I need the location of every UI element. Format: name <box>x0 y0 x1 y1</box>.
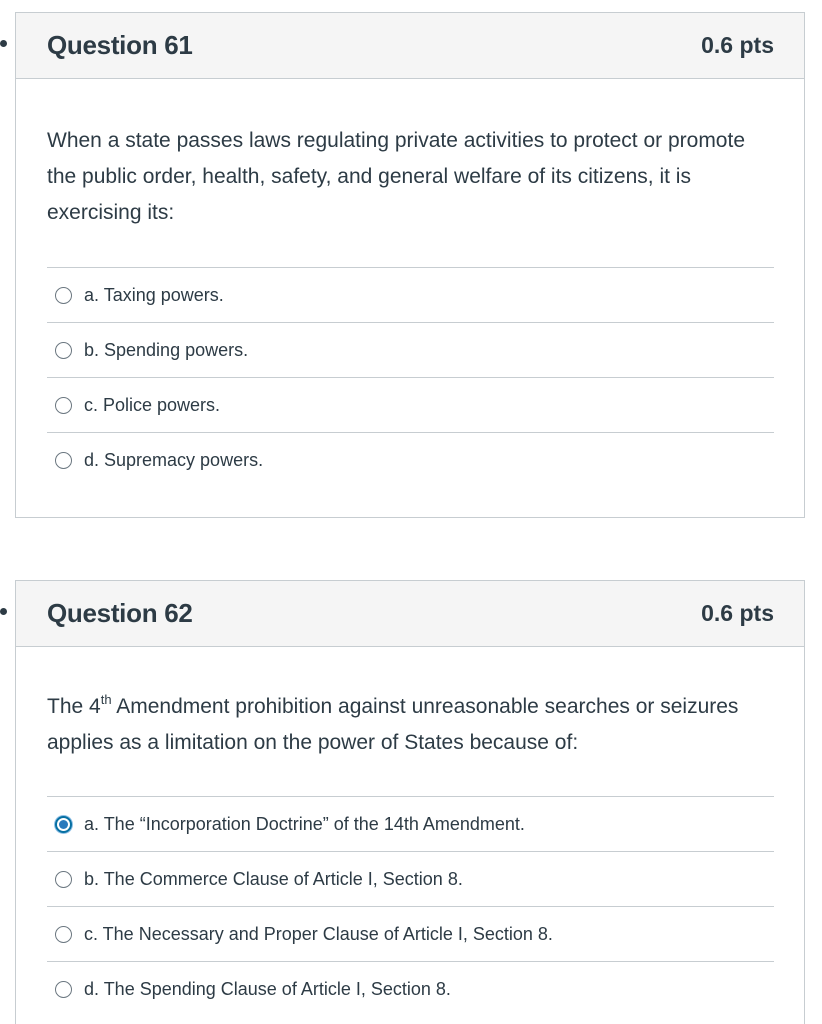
question-body <box>16 689 804 1017</box>
question-title: Question 61 <box>47 30 193 60</box>
answer-option-d[interactable] <box>47 962 774 1017</box>
answer-list <box>47 796 774 1017</box>
question-card-62 <box>15 580 805 1024</box>
answer-label: a. The “Incorporation Doctrine” of the 14th Amendment. <box>84 813 525 834</box>
question-text-start: The 4 <box>47 695 101 718</box>
answer-option-d[interactable] <box>47 433 774 488</box>
question-points: 0.6 pts <box>701 32 774 58</box>
question-body <box>16 123 804 488</box>
answer-label: a. Taxing powers. <box>84 284 224 305</box>
answer-option-a[interactable] <box>47 797 774 852</box>
radio-button-icon[interactable] <box>55 926 72 943</box>
question-header <box>16 13 804 79</box>
answer-label: b. Spending powers. <box>84 339 249 360</box>
answer-option-a[interactable] <box>47 268 774 323</box>
question-text-rest: Amendment prohibition against unreasonable searches or seizures applies as a limitation on the power of States because of: <box>47 695 739 754</box>
question-marker-icon <box>0 40 7 47</box>
question-header <box>16 581 804 647</box>
answer-list <box>47 267 774 488</box>
answer-option-b[interactable] <box>47 852 774 907</box>
answer-label: b. The Commerce Clause of Article I, Section 8. <box>84 868 463 889</box>
answer-option-c[interactable] <box>47 907 774 962</box>
radio-button-icon[interactable] <box>55 981 72 998</box>
answer-label: c. Police powers. <box>84 394 221 415</box>
radio-button-icon[interactable] <box>55 871 72 888</box>
question-text: When a state passes laws regulating private activities to protect or promote the public order, health, safety, and general welfare of its citizens, it is exercising its: <box>47 129 746 224</box>
answer-option-c[interactable] <box>47 378 774 433</box>
radio-button-icon[interactable] <box>55 452 72 469</box>
question-text <box>47 689 767 761</box>
answer-label: d. The Spending Clause of Article I, Section 8. <box>84 979 451 999</box>
radio-button-icon[interactable] <box>55 342 72 359</box>
radio-button-icon[interactable] <box>55 397 72 414</box>
question-title: Question 62 <box>47 598 193 628</box>
ordinal-superscript: th <box>100 692 112 707</box>
radio-button-selected-icon[interactable] <box>55 816 72 833</box>
answer-label: d. Supremacy powers. <box>84 450 264 470</box>
radio-button-icon[interactable] <box>55 287 72 304</box>
question-card-61 <box>15 12 805 518</box>
question-points: 0.6 pts <box>701 600 774 626</box>
question-marker-icon <box>0 608 7 615</box>
answer-label: c. The Necessary and Proper Clause of Article I, Section 8. <box>84 923 553 944</box>
answer-option-b[interactable] <box>47 323 774 378</box>
